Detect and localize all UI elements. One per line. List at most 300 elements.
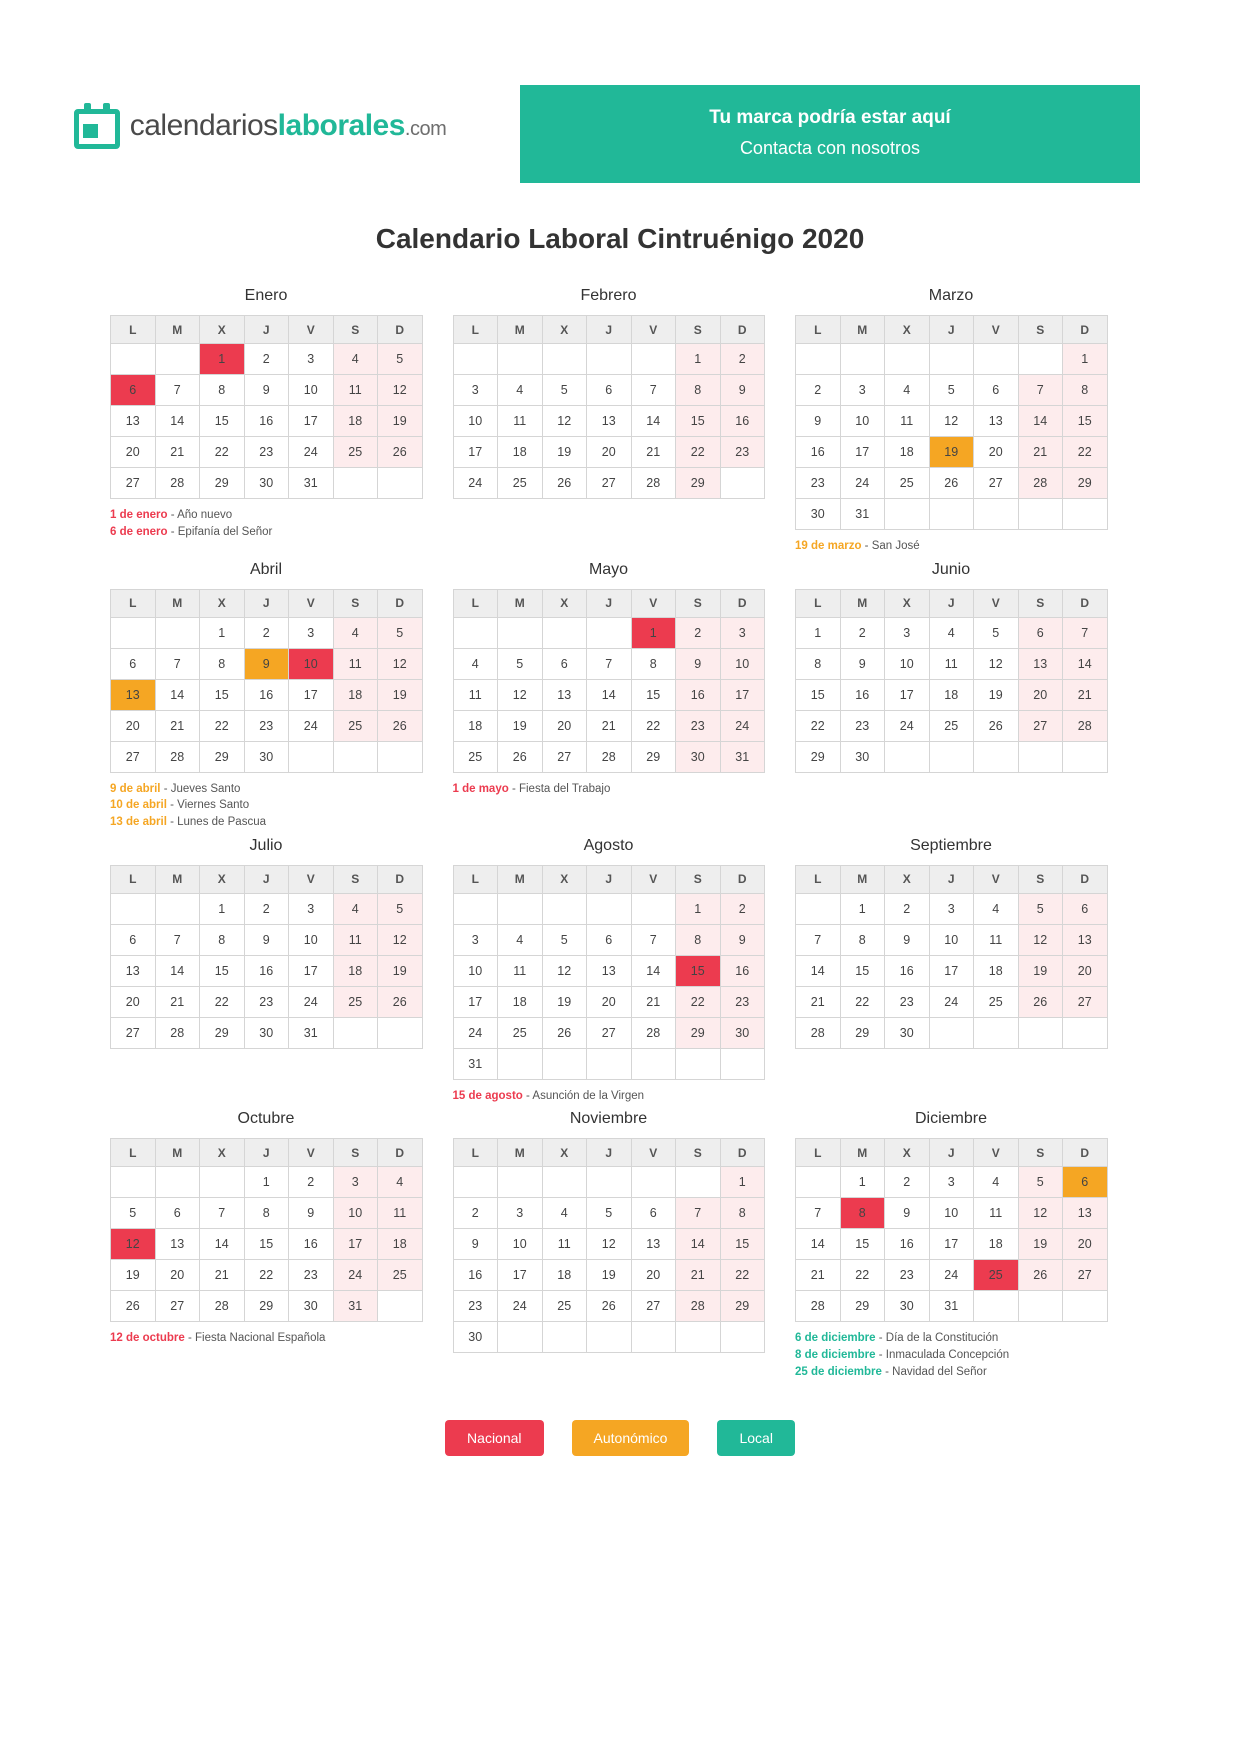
day-cell: 21 — [796, 986, 841, 1017]
day-cell: 1 — [840, 1167, 885, 1198]
day-cell: 14 — [587, 679, 632, 710]
day-cell: 11 — [378, 1198, 423, 1229]
logo-text-part2: laborales — [277, 109, 405, 142]
weekday-header: J — [587, 589, 632, 617]
day-cell: 2 — [244, 617, 289, 648]
day-cell: 13 — [1018, 648, 1063, 679]
week-row — [111, 924, 423, 955]
holiday-note — [795, 538, 1108, 555]
legend-item-nacional[interactable]: Nacional — [445, 1420, 543, 1456]
holiday-cell: 9 — [244, 648, 289, 679]
day-cell: 1 — [720, 1167, 765, 1198]
day-cell: 3 — [453, 924, 498, 955]
month-table — [453, 1138, 766, 1353]
weekday-header: J — [929, 316, 974, 344]
empty-cell — [720, 468, 765, 499]
weekday-header: V — [631, 589, 676, 617]
day-cell: 25 — [974, 986, 1019, 1017]
day-cell: 17 — [453, 986, 498, 1017]
week-row — [111, 710, 423, 741]
day-cell: 21 — [155, 986, 200, 1017]
day-cell: 4 — [885, 375, 930, 406]
empty-cell — [1018, 1291, 1063, 1322]
site-logo[interactable] — [0, 85, 520, 149]
day-cell: 2 — [453, 1198, 498, 1229]
weekday-header: D — [1063, 865, 1108, 893]
weekday-header: V — [289, 865, 334, 893]
weekday-header: D — [378, 316, 423, 344]
weekday-header: M — [155, 316, 200, 344]
day-cell: 21 — [587, 710, 632, 741]
weekday-header: L — [453, 589, 498, 617]
day-cell: 6 — [1018, 617, 1063, 648]
day-cell: 21 — [155, 710, 200, 741]
holiday-note-date: 13 de abril — [110, 816, 167, 829]
day-cell: 11 — [974, 1198, 1019, 1229]
day-cell: 30 — [840, 741, 885, 772]
empty-cell — [200, 1167, 245, 1198]
day-cell: 26 — [378, 986, 423, 1017]
weekday-header: M — [498, 865, 543, 893]
day-cell: 6 — [1063, 893, 1108, 924]
day-cell: 20 — [1063, 955, 1108, 986]
empty-cell — [1018, 741, 1063, 772]
day-cell: 7 — [676, 1198, 721, 1229]
week-row — [453, 1167, 765, 1198]
week-row — [453, 1048, 765, 1079]
day-cell: 24 — [453, 468, 498, 499]
day-cell: 5 — [378, 893, 423, 924]
day-cell: 26 — [542, 468, 587, 499]
day-cell: 8 — [631, 648, 676, 679]
week-row — [796, 741, 1108, 772]
week-row — [453, 893, 765, 924]
empty-cell — [453, 1167, 498, 1198]
day-cell: 7 — [587, 648, 632, 679]
day-cell: 24 — [720, 710, 765, 741]
week-row — [796, 344, 1108, 375]
day-cell: 11 — [498, 406, 543, 437]
weekday-header: J — [244, 865, 289, 893]
day-cell: 19 — [378, 406, 423, 437]
day-cell: 20 — [111, 986, 156, 1017]
weekday-header: S — [676, 589, 721, 617]
day-cell: 22 — [676, 437, 721, 468]
day-cell: 23 — [885, 986, 930, 1017]
weekday-header: D — [378, 589, 423, 617]
day-cell: 12 — [378, 924, 423, 955]
day-cell: 28 — [796, 1291, 841, 1322]
day-cell: 15 — [840, 1229, 885, 1260]
day-cell: 4 — [542, 1198, 587, 1229]
day-cell: 6 — [542, 648, 587, 679]
day-cell: 26 — [974, 710, 1019, 741]
empty-cell — [974, 344, 1019, 375]
day-cell: 29 — [720, 1291, 765, 1322]
day-cell: 22 — [200, 437, 245, 468]
day-cell: 18 — [333, 679, 378, 710]
day-cell: 7 — [155, 375, 200, 406]
weekday-header: X — [200, 316, 245, 344]
empty-cell — [1018, 1017, 1063, 1048]
day-cell: 15 — [1063, 406, 1108, 437]
weekday-header: J — [244, 316, 289, 344]
day-cell: 17 — [333, 1229, 378, 1260]
day-cell: 9 — [720, 924, 765, 955]
day-cell: 4 — [333, 344, 378, 375]
month-title: Abril — [249, 560, 282, 578]
day-cell: 18 — [498, 986, 543, 1017]
week-row — [111, 468, 423, 499]
holiday-cell: 6 — [1063, 1167, 1108, 1198]
day-cell: 16 — [289, 1229, 334, 1260]
weekday-header: M — [498, 316, 543, 344]
month-title: Noviembre — [569, 1110, 648, 1128]
day-cell: 14 — [155, 679, 200, 710]
day-cell: 15 — [840, 955, 885, 986]
day-cell: 9 — [885, 1198, 930, 1229]
day-cell: 17 — [929, 1229, 974, 1260]
day-cell: 17 — [840, 437, 885, 468]
day-cell: 3 — [498, 1198, 543, 1229]
empty-cell — [885, 344, 930, 375]
weekday-header: M — [840, 865, 885, 893]
week-row — [796, 1260, 1108, 1291]
day-cell: 27 — [111, 741, 156, 772]
weekday-header: X — [542, 316, 587, 344]
holiday-note — [110, 1330, 423, 1347]
day-cell: 22 — [720, 1260, 765, 1291]
weekday-header: J — [244, 589, 289, 617]
month-table — [795, 865, 1108, 1049]
day-cell: 29 — [796, 741, 841, 772]
day-cell: 28 — [676, 1291, 721, 1322]
day-cell: 28 — [1063, 710, 1108, 741]
week-row — [453, 741, 765, 772]
day-cell: 7 — [1018, 375, 1063, 406]
day-cell: 15 — [631, 679, 676, 710]
day-cell: 4 — [378, 1167, 423, 1198]
day-cell: 25 — [333, 710, 378, 741]
holiday-note-text: - Lunes de Pascua — [166, 816, 266, 829]
day-cell: 27 — [587, 1017, 632, 1048]
week-row — [796, 1017, 1108, 1048]
weekday-header: M — [498, 1139, 543, 1167]
logo-text-part1: calendarios — [129, 109, 278, 142]
day-cell: 7 — [200, 1198, 245, 1229]
day-cell: 23 — [885, 1260, 930, 1291]
holiday-cell: 19 — [929, 437, 974, 468]
empty-cell — [676, 1322, 721, 1353]
day-cell: 31 — [289, 1017, 334, 1048]
week-row — [796, 375, 1108, 406]
weekday-header: S — [1018, 1139, 1063, 1167]
month-title: Septiembre — [910, 836, 992, 854]
holiday-note — [795, 1330, 1108, 1347]
day-cell: 5 — [1018, 1167, 1063, 1198]
day-cell: 25 — [333, 986, 378, 1017]
weekday-header: V — [974, 1139, 1019, 1167]
weekday-header: L — [796, 865, 841, 893]
day-cell: 20 — [631, 1260, 676, 1291]
day-cell: 1 — [676, 893, 721, 924]
empty-cell — [885, 741, 930, 772]
day-cell: 2 — [885, 1167, 930, 1198]
day-cell: 17 — [885, 679, 930, 710]
day-cell: 8 — [200, 375, 245, 406]
month-title: Mayo — [588, 560, 629, 578]
day-cell: 17 — [289, 955, 334, 986]
day-cell: 11 — [974, 924, 1019, 955]
day-cell: 28 — [155, 468, 200, 499]
day-cell: 18 — [974, 955, 1019, 986]
holiday-note-date: 15 de agosto — [452, 1089, 523, 1102]
week-row — [453, 1322, 765, 1353]
holiday-note — [453, 1088, 766, 1105]
holiday-note-text: - Fiesta del Trabajo — [508, 782, 611, 795]
day-cell: 22 — [1063, 437, 1108, 468]
day-cell: 20 — [974, 437, 1019, 468]
week-row — [453, 648, 765, 679]
week-row — [453, 1017, 765, 1048]
weekday-header: D — [720, 316, 765, 344]
day-cell: 18 — [542, 1260, 587, 1291]
day-cell: 11 — [453, 679, 498, 710]
empty-cell — [840, 344, 885, 375]
day-cell: 30 — [289, 1291, 334, 1322]
holiday-cell: 12 — [111, 1229, 156, 1260]
day-cell: 2 — [676, 617, 721, 648]
weekday-header: V — [289, 589, 334, 617]
legend — [0, 1420, 1240, 1456]
legend-item-local[interactable]: Local — [717, 1420, 794, 1456]
ad-banner[interactable] — [520, 85, 1140, 183]
weekday-header: S — [333, 865, 378, 893]
holiday-note — [110, 781, 423, 798]
day-cell: 31 — [720, 741, 765, 772]
week-row — [453, 986, 765, 1017]
day-cell: 3 — [840, 375, 885, 406]
logo-text-part3: .com — [404, 118, 447, 140]
weekday-header: D — [378, 865, 423, 893]
day-cell: 15 — [244, 1229, 289, 1260]
day-cell: 7 — [155, 648, 200, 679]
empty-cell — [587, 1048, 632, 1079]
week-row — [453, 344, 765, 375]
day-cell: 28 — [587, 741, 632, 772]
holiday-cell: 13 — [111, 679, 156, 710]
week-row — [111, 648, 423, 679]
month-block — [110, 1110, 453, 1380]
day-cell: 2 — [720, 893, 765, 924]
holiday-note-date: 12 de octubre — [110, 1332, 185, 1345]
month-title: Julio — [249, 836, 283, 854]
day-cell: 8 — [244, 1198, 289, 1229]
weekday-header: D — [720, 589, 765, 617]
day-cell: 20 — [587, 437, 632, 468]
day-cell: 29 — [200, 1017, 245, 1048]
day-cell: 21 — [155, 437, 200, 468]
month-title: Febrero — [580, 287, 637, 304]
day-cell: 10 — [885, 648, 930, 679]
day-cell: 14 — [631, 955, 676, 986]
day-cell: 21 — [200, 1260, 245, 1291]
empty-cell — [676, 1048, 721, 1079]
day-cell: 6 — [587, 924, 632, 955]
day-cell: 3 — [720, 617, 765, 648]
day-cell: 9 — [453, 1229, 498, 1260]
day-cell: 15 — [796, 679, 841, 710]
month-block — [453, 287, 796, 555]
empty-cell — [587, 893, 632, 924]
month-block — [795, 1110, 1138, 1380]
week-row — [453, 1291, 765, 1322]
holiday-cell: 6 — [111, 375, 156, 406]
day-cell: 24 — [289, 986, 334, 1017]
day-cell: 27 — [587, 468, 632, 499]
holiday-note-text: - Fiesta Nacional Española — [184, 1332, 326, 1345]
holiday-note-text: - Inmaculada Concepción — [875, 1349, 1010, 1362]
week-row — [796, 710, 1108, 741]
day-cell: 19 — [587, 1260, 632, 1291]
day-cell: 16 — [840, 679, 885, 710]
day-cell: 26 — [542, 1017, 587, 1048]
day-cell: 31 — [929, 1291, 974, 1322]
day-cell: 10 — [333, 1198, 378, 1229]
day-cell: 12 — [542, 955, 587, 986]
day-cell: 4 — [929, 617, 974, 648]
weekday-header: S — [1018, 316, 1063, 344]
day-cell: 2 — [244, 344, 289, 375]
day-cell: 24 — [929, 1260, 974, 1291]
week-row — [111, 1229, 423, 1260]
empty-cell — [587, 1167, 632, 1198]
month-table — [453, 865, 766, 1080]
day-cell: 21 — [676, 1260, 721, 1291]
months-grid — [0, 287, 1240, 1386]
day-cell: 29 — [244, 1291, 289, 1322]
week-row — [111, 375, 423, 406]
day-cell: 25 — [453, 741, 498, 772]
holiday-notes — [110, 781, 423, 831]
day-cell: 29 — [676, 468, 721, 499]
day-cell: 3 — [289, 617, 334, 648]
day-cell: 10 — [720, 648, 765, 679]
day-cell: 13 — [974, 406, 1019, 437]
day-cell: 5 — [111, 1198, 156, 1229]
day-cell: 21 — [631, 986, 676, 1017]
week-row — [796, 1198, 1108, 1229]
day-cell: 9 — [244, 375, 289, 406]
day-cell: 13 — [111, 406, 156, 437]
weekday-header: L — [796, 1139, 841, 1167]
day-cell: 16 — [244, 406, 289, 437]
day-cell: 20 — [542, 710, 587, 741]
day-cell: 18 — [333, 955, 378, 986]
empty-cell — [1063, 741, 1108, 772]
day-cell: 19 — [498, 710, 543, 741]
legend-item-autonomico[interactable]: Autonómico — [572, 1420, 690, 1456]
day-cell: 24 — [333, 1260, 378, 1291]
empty-cell — [498, 617, 543, 648]
day-cell: 29 — [631, 741, 676, 772]
day-cell: 19 — [542, 986, 587, 1017]
day-cell: 16 — [244, 679, 289, 710]
day-cell: 22 — [200, 710, 245, 741]
day-cell: 30 — [676, 741, 721, 772]
weekday-header: L — [453, 865, 498, 893]
day-cell: 4 — [974, 1167, 1019, 1198]
weekday-header: D — [378, 1139, 423, 1167]
day-cell: 15 — [200, 406, 245, 437]
day-cell: 28 — [155, 1017, 200, 1048]
week-row — [453, 1198, 765, 1229]
day-cell: 12 — [587, 1229, 632, 1260]
day-cell: 26 — [587, 1291, 632, 1322]
day-cell: 10 — [289, 924, 334, 955]
day-cell: 26 — [378, 710, 423, 741]
week-row — [111, 1167, 423, 1198]
day-cell: 27 — [1018, 710, 1063, 741]
day-cell: 31 — [840, 499, 885, 530]
weekday-header: J — [929, 1139, 974, 1167]
week-row — [111, 986, 423, 1017]
day-cell: 26 — [929, 468, 974, 499]
week-row — [111, 1291, 423, 1322]
day-cell: 3 — [929, 893, 974, 924]
day-cell: 4 — [453, 648, 498, 679]
day-cell: 21 — [796, 1260, 841, 1291]
day-cell: 7 — [631, 375, 676, 406]
day-cell: 10 — [840, 406, 885, 437]
holiday-note-text: - Viernes Santo — [166, 799, 250, 812]
month-block — [453, 837, 796, 1105]
day-cell: 20 — [155, 1260, 200, 1291]
empty-cell — [378, 1291, 423, 1322]
day-cell: 12 — [929, 406, 974, 437]
weekday-header: J — [244, 1139, 289, 1167]
weekday-header: S — [333, 589, 378, 617]
day-cell: 10 — [929, 924, 974, 955]
holiday-note-date: 1 de enero — [110, 509, 168, 521]
weekday-header: X — [542, 589, 587, 617]
empty-cell — [587, 617, 632, 648]
day-cell: 17 — [289, 679, 334, 710]
empty-cell — [111, 617, 156, 648]
week-row — [111, 344, 423, 375]
weekday-header: V — [974, 589, 1019, 617]
week-row — [453, 375, 765, 406]
day-cell: 16 — [453, 1260, 498, 1291]
day-cell: 1 — [676, 344, 721, 375]
day-cell: 16 — [676, 679, 721, 710]
day-cell: 13 — [155, 1229, 200, 1260]
day-cell: 17 — [498, 1260, 543, 1291]
empty-cell — [1018, 499, 1063, 530]
month-table — [110, 315, 423, 499]
week-row — [111, 437, 423, 468]
day-cell: 10 — [453, 406, 498, 437]
weekday-header: L — [111, 1139, 156, 1167]
week-row — [453, 1260, 765, 1291]
day-cell: 22 — [676, 986, 721, 1017]
day-cell: 23 — [244, 710, 289, 741]
empty-cell — [631, 344, 676, 375]
month-table — [453, 589, 766, 773]
day-cell: 5 — [498, 648, 543, 679]
day-cell: 8 — [200, 924, 245, 955]
weekday-header: S — [333, 316, 378, 344]
